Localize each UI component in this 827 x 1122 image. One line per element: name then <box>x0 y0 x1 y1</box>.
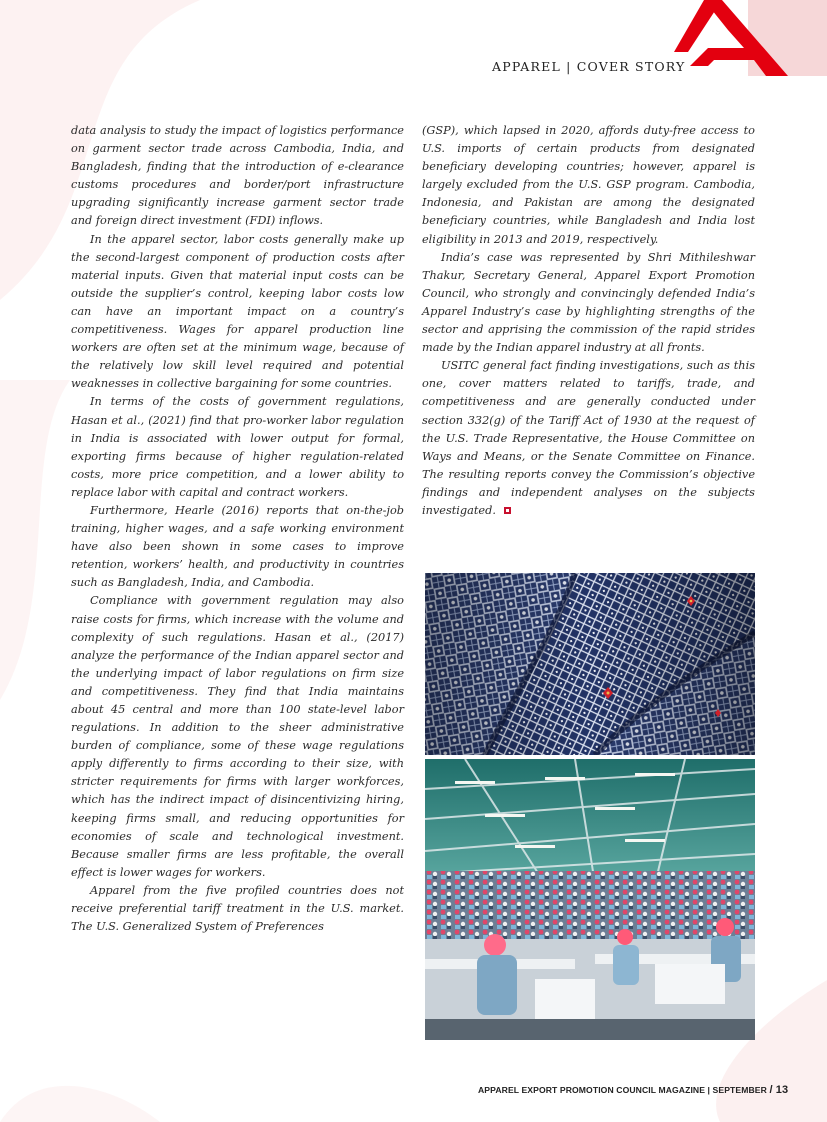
page-number: / 13 <box>769 1084 789 1096</box>
section-label: APPAREL | COVER STORY <box>492 59 686 74</box>
paragraph: data analysis to study the impact of logistics performance on garment sector trade across Cambodia, India, and Bangladesh, finding that the introduction of e-clearance customs procedures and border/port infrastructure upgrading significantly increase garment sector trade and foreign direct investment (FDI) inflows. <box>71 124 404 228</box>
article-column-right <box>422 122 755 520</box>
paragraph: In terms of the costs of government regulations, Hasan et al., (2021) find that pro-worker labor regulation in India is associated with lower output for formal, exporting firms because of higher regulation-related costs, more price competition, and a lower ability to replace labor with capital and contract workers. <box>71 395 404 499</box>
paragraph: In the apparel sector, labor costs generally make up the second-largest component of production costs after material inputs. Given that material input costs can be outside the supplier’s control, keeping labor costs low can have an important impact on a country’s competitiveness. Wages for apparel production line workers are often set at the minimum wage, because of the relatively low skill level required and potential weaknesses in collective bargaining for some countries. <box>71 232 404 391</box>
article-column-left <box>71 122 404 936</box>
garment-factory-photo <box>425 759 755 1040</box>
paragraph: India’s case was represented by Shri Mithileshwar Thakur, Secretary General, Apparel Export Promotion Council, who strongly and convincingly defended India’s Apparel Industry’s case by highlighting strengths of the sector and apprising the commission of the rapid strides made by the Indian apparel industry at all fronts. <box>422 250 755 355</box>
paragraph-last <box>422 357 755 520</box>
page-footer <box>478 1084 788 1096</box>
paragraph: Furthermore, Hearle (2016) reports that on-the-job training, higher wages, and a safe working environment have also been shown in some cases to improve retention, workers’ health, and productivity in countries such as Bangladesh, India, and Cambodia. <box>71 503 404 590</box>
paragraph: (GSP), which lapsed in 2020, affords duty-free access to U.S. imports of certain products from designated beneficiary developing countries; however, apparel is largely excluded from the U.S. GSP program. Cambodia, Indonesia, and Pakistan are among the designated beneficiary countries, while Bangladesh and India lost eligibility in 2013 and 2019, respectively. <box>422 124 755 246</box>
paragraph: Compliance with government regulation may also raise costs for firms, which increase with the volume and complexity of such regulations. Hasan et al., (2017) analyze the performance of the Indian apparel sector and the underlying impact of labor regulations on firm size and competitiveness. They find that India maintains about 45 central and more than 100 state-level labor regulations. In addition to the sheer administrative burden of compliance, some of these wage regulations apply differently to firms according to their size, with stricter requirements for firms with larger workforces, which has the indirect impact of disincentivizing hiring, keeping firms small, and reducing opportunities for economies of scale and technological investment. Because smaller firms are less profitable, the overall effect is lower wages for workers. <box>71 594 404 879</box>
paragraph-text: USITC general fact finding investigations, such as this one, cover matters related to tariffs, trade, and competitiveness and are generally conducted under section 332(g) of the Tariff Act of 1930 at the request of the U.S. Trade Representative, the House Committee on Ways and Means, or the Senate Committee on Finance. The resulting reports convey the Commission’s objective findings and independent analyses on the subjects investigated. <box>422 359 755 517</box>
paragraph: Apparel from the five profiled countries does not receive preferential tariff treatment in the U.S. market. The U.S. Generalized System of Preferences <box>71 883 404 934</box>
end-of-article-mark <box>504 507 511 514</box>
apparel-a-logo <box>668 0 827 76</box>
fabric-pattern-photo <box>425 573 755 755</box>
magazine-name: APPAREL EXPORT PROMOTION COUNCIL MAGAZINE | SEPTEMBER <box>478 1085 767 1095</box>
